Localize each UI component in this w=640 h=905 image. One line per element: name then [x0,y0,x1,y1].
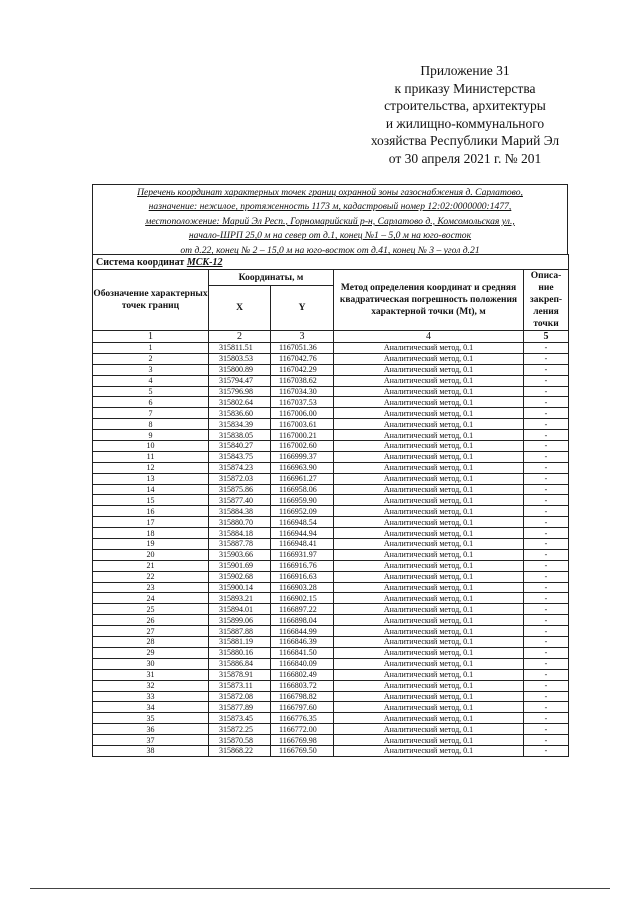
description-cell: - [524,549,569,560]
point-number-cell: 23 [93,582,209,593]
method-cell: Аналитический метод, 0.1 [334,724,524,735]
table-row [93,637,569,648]
y-coordinate-cell: 1166802.49 [271,669,334,680]
x-coordinate-cell: 315894.01 [209,604,271,615]
x-coordinate-cell: 315794.47 [209,375,271,386]
table-row [93,517,569,528]
description-cell: - [524,451,569,462]
method-cell: Аналитический метод, 0.1 [334,604,524,615]
x-coordinate-cell: 315843.75 [209,451,271,462]
y-coordinate-cell: 1167002.60 [271,441,334,452]
table-row [93,451,569,462]
description-cell: - [524,658,569,669]
description-line: местоположение: Марий Эл Респ., Горномарийский р-н, Сарлатово д., Комсомольская ул., [145,215,515,227]
x-coordinate-cell: 315880.70 [209,517,271,528]
table-row [93,343,569,354]
point-number-cell: 35 [93,713,209,724]
x-coordinate-cell: 315875.86 [209,484,271,495]
header-point: Обозначение характерных точек границ [93,270,209,331]
y-coordinate-cell: 1167034.30 [271,386,334,397]
method-cell: Аналитический метод, 0.1 [334,626,524,637]
y-coordinate-cell: 1166963.90 [271,462,334,473]
y-coordinate-cell: 1166916.63 [271,571,334,582]
table-row [93,539,569,550]
method-cell: Аналитический метод, 0.1 [334,430,524,441]
x-coordinate-cell: 315811.51 [209,343,271,354]
description-cell: - [524,397,569,408]
method-cell: Аналитический метод, 0.1 [334,441,524,452]
point-number-cell: 14 [93,484,209,495]
table-row [93,386,569,397]
method-cell: Аналитический метод, 0.1 [334,528,524,539]
description-cell: - [524,691,569,702]
description-cell: - [524,593,569,604]
y-coordinate-cell: 1166961.27 [271,473,334,484]
x-coordinate-cell: 315838.05 [209,430,271,441]
coordinates-table [92,254,569,757]
col-number: 2 [209,331,271,343]
point-number-cell: 33 [93,691,209,702]
col-number: 4 [334,331,524,343]
method-cell: Аналитический метод, 0.1 [334,571,524,582]
method-cell: Аналитический метод, 0.1 [334,702,524,713]
table-row [93,506,569,517]
y-coordinate-cell: 1166902.15 [271,593,334,604]
method-cell: Аналитический метод, 0.1 [334,549,524,560]
y-coordinate-cell: 1166772.00 [271,724,334,735]
point-number-cell: 32 [93,680,209,691]
description-line: от д.22, конец № 2 – 15,0 м на юго-восток от д.41, конец № 3 – угол д.21 [180,244,480,256]
x-coordinate-cell: 315900.14 [209,582,271,593]
x-coordinate-cell: 315887.88 [209,626,271,637]
header-line: и жилищно-коммунального [385,115,545,131]
col-number: 5 [524,331,569,343]
y-coordinate-cell: 1166948.41 [271,539,334,550]
y-coordinate-cell: 1166931.97 [271,549,334,560]
point-number-cell: 6 [93,397,209,408]
point-number-cell: 2 [93,353,209,364]
table-row [93,724,569,735]
method-cell: Аналитический метод, 0.1 [334,451,524,462]
y-coordinate-cell: 1167051.36 [271,343,334,354]
point-number-cell: 31 [93,669,209,680]
header-method: Метод определения координат и средняя квадратическая погрешность положения характерной точки (Mt), м [334,270,524,331]
description-cell: - [524,462,569,473]
header-line: строительства, архитектуры [384,98,546,113]
method-cell: Аналитический метод, 0.1 [334,386,524,397]
method-cell: Аналитический метод, 0.1 [334,713,524,724]
point-number-cell: 22 [93,571,209,582]
description-cell: - [524,539,569,550]
header-coords: Координаты, м [209,270,334,286]
table-row [93,713,569,724]
table-row [93,735,569,746]
x-coordinate-cell: 315800.89 [209,364,271,375]
method-cell: Аналитический метод, 0.1 [334,408,524,419]
description-cell: - [524,560,569,571]
header-line: к приказу Министерства [394,80,536,96]
x-coordinate-cell: 315870.58 [209,735,271,746]
point-number-cell: 10 [93,441,209,452]
x-coordinate-cell: 315873.11 [209,680,271,691]
description-cell: - [524,364,569,375]
x-coordinate-cell: 315868.22 [209,745,271,756]
method-cell: Аналитический метод, 0.1 [334,375,524,386]
table-row [93,462,569,473]
y-coordinate-cell: 1166798.82 [271,691,334,702]
description-cell: - [524,419,569,430]
method-cell: Аналитический метод, 0.1 [334,517,524,528]
y-coordinate-cell: 1166846.39 [271,637,334,648]
x-coordinate-cell: 315884.18 [209,528,271,539]
y-coordinate-cell: 1166797.60 [271,702,334,713]
table-row [93,745,569,756]
y-coordinate-cell: 1167038.62 [271,375,334,386]
description-cell: - [524,528,569,539]
point-number-cell: 18 [93,528,209,539]
x-coordinate-cell: 315873.45 [209,713,271,724]
table-row [93,353,569,364]
method-cell: Аналитический метод, 0.1 [334,691,524,702]
description-cell: - [524,669,569,680]
y-coordinate-cell: 1167006.00 [271,408,334,419]
point-number-cell: 9 [93,430,209,441]
table-row [93,593,569,604]
description-cell: - [524,604,569,615]
description-cell: - [524,702,569,713]
table-row [93,397,569,408]
description-cell: - [524,473,569,484]
point-number-cell: 11 [93,451,209,462]
description-cell: - [524,506,569,517]
y-coordinate-cell: 1166841.50 [271,647,334,658]
method-cell: Аналитический метод, 0.1 [334,658,524,669]
point-number-cell: 13 [93,473,209,484]
y-coordinate-cell: 1166769.98 [271,735,334,746]
y-coordinate-cell: 1166959.90 [271,495,334,506]
appendix-header [360,62,570,167]
description-cell: - [524,680,569,691]
method-cell: Аналитический метод, 0.1 [334,582,524,593]
point-number-cell: 17 [93,517,209,528]
x-coordinate-cell: 315887.78 [209,539,271,550]
table-row [93,528,569,539]
y-coordinate-cell: 1166897.22 [271,604,334,615]
method-cell: Аналитический метод, 0.1 [334,484,524,495]
y-coordinate-cell: 1167042.29 [271,364,334,375]
table-row [93,658,569,669]
col-number: 1 [93,331,209,343]
method-cell: Аналитический метод, 0.1 [334,462,524,473]
coordinate-system-label: Система координат [96,256,185,268]
method-cell: Аналитический метод, 0.1 [334,343,524,354]
description-cell: - [524,375,569,386]
x-coordinate-cell: 315884.38 [209,506,271,517]
point-number-cell: 29 [93,647,209,658]
x-coordinate-cell: 315872.08 [209,691,271,702]
description-cell: - [524,582,569,593]
table-row [93,626,569,637]
x-coordinate-cell: 315903.66 [209,549,271,560]
y-coordinate-cell: 1166916.76 [271,560,334,571]
point-number-cell: 37 [93,735,209,746]
x-coordinate-cell: 315902.68 [209,571,271,582]
y-coordinate-cell: 1166898.04 [271,615,334,626]
table-row [93,691,569,702]
method-cell: Аналитический метод, 0.1 [334,353,524,364]
description-cell: - [524,430,569,441]
x-coordinate-cell: 315834.39 [209,419,271,430]
x-coordinate-cell: 315901.69 [209,560,271,571]
description-cell: - [524,517,569,528]
description-cell: - [524,615,569,626]
method-cell: Аналитический метод, 0.1 [334,680,524,691]
table-row [93,441,569,452]
coordinate-system-value: МСК-12 [186,256,223,268]
x-coordinate-cell: 315886.84 [209,658,271,669]
header-line: хозяйства Республики Марий Эл [370,133,560,148]
x-coordinate-cell: 315899.06 [209,615,271,626]
table-row [93,549,569,560]
description-cell: - [524,647,569,658]
y-coordinate-cell: 1166944.94 [271,528,334,539]
x-coordinate-cell: 315803.53 [209,353,271,364]
point-number-cell: 24 [93,593,209,604]
header-descr: Описа-ние закреп-ления точки [524,270,569,331]
coordinate-system [93,255,569,270]
description-line: начало-ШРП 25,0 м на север от д.1, конец №1 – 5,0 м на юго-восток [188,230,472,242]
table-row [93,495,569,506]
y-coordinate-cell: 1166769.50 [271,745,334,756]
description-cell: - [524,724,569,735]
point-number-cell: 20 [93,549,209,560]
point-number-cell: 34 [93,702,209,713]
point-number-cell: 3 [93,364,209,375]
table-row [93,582,569,593]
x-coordinate-cell: 315877.40 [209,495,271,506]
method-cell: Аналитический метод, 0.1 [334,539,524,550]
y-coordinate-cell: 1166903.28 [271,582,334,593]
method-cell: Аналитический метод, 0.1 [334,473,524,484]
y-coordinate-cell: 1166999.37 [271,451,334,462]
header-line: от 30 апреля 2021 г. № 201 [388,150,542,166]
method-cell: Аналитический метод, 0.1 [334,745,524,756]
y-coordinate-cell: 1166776.35 [271,713,334,724]
y-coordinate-cell: 1166948.54 [271,517,334,528]
method-cell: Аналитический метод, 0.1 [334,419,524,430]
table-row [93,669,569,680]
table-row [93,615,569,626]
point-number-cell: 25 [93,604,209,615]
table-row [93,375,569,386]
description-cell: - [524,637,569,648]
table-row [93,473,569,484]
method-cell: Аналитический метод, 0.1 [334,560,524,571]
point-number-cell: 21 [93,560,209,571]
point-number-cell: 19 [93,539,209,550]
description-cell: - [524,571,569,582]
table-row [93,560,569,571]
point-number-cell: 28 [93,637,209,648]
y-coordinate-cell: 1166840.09 [271,658,334,669]
point-number-cell: 8 [93,419,209,430]
x-coordinate-cell: 315877.89 [209,702,271,713]
point-number-cell: 15 [93,495,209,506]
method-cell: Аналитический метод, 0.1 [334,615,524,626]
y-coordinate-cell: 1167003.61 [271,419,334,430]
point-number-cell: 7 [93,408,209,419]
point-number-cell: 36 [93,724,209,735]
table-row [93,484,569,495]
header-x: X [209,286,271,331]
x-coordinate-cell: 315802.64 [209,397,271,408]
point-number-cell: 12 [93,462,209,473]
x-coordinate-cell: 315872.25 [209,724,271,735]
x-coordinate-cell: 315878.91 [209,669,271,680]
point-number-cell: 1 [93,343,209,354]
method-cell: Аналитический метод, 0.1 [334,593,524,604]
x-coordinate-cell: 315874.23 [209,462,271,473]
point-number-cell: 16 [93,506,209,517]
point-number-cell: 38 [93,745,209,756]
header-y: Y [271,286,334,331]
description-cell: - [524,441,569,452]
method-cell: Аналитический метод, 0.1 [334,364,524,375]
y-coordinate-cell: 1167000.21 [271,430,334,441]
col-number: 3 [271,331,334,343]
table-row [93,647,569,658]
x-coordinate-cell: 315840.27 [209,441,271,452]
table-row [93,430,569,441]
description-line: назначение: нежилое, протяженность 1173 м, кадастровый номер 12:02:0000000:1477, [148,201,512,213]
y-coordinate-cell: 1167037.53 [271,397,334,408]
table-row [93,419,569,430]
y-coordinate-cell: 1166803.72 [271,680,334,691]
description-line: Перечень координат характерных точек границ охранной зоны газоснабжения д. Сарлатово, [137,187,523,198]
x-coordinate-cell: 315880.16 [209,647,271,658]
description-cell: - [524,343,569,354]
description-cell: - [524,713,569,724]
x-coordinate-cell: 315836.60 [209,408,271,419]
object-description [92,184,568,254]
table-row [93,604,569,615]
method-cell: Аналитический метод, 0.1 [334,506,524,517]
point-number-cell: 30 [93,658,209,669]
point-number-cell: 4 [93,375,209,386]
y-coordinate-cell: 1166952.09 [271,506,334,517]
point-number-cell: 5 [93,386,209,397]
point-number-cell: 27 [93,626,209,637]
table-row [93,571,569,582]
description-cell: - [524,408,569,419]
table-row [93,364,569,375]
description-cell: - [524,495,569,506]
x-coordinate-cell: 315881.19 [209,637,271,648]
table-row [93,408,569,419]
method-cell: Аналитический метод, 0.1 [334,397,524,408]
table-row [93,702,569,713]
description-cell: - [524,386,569,397]
table-row [93,680,569,691]
y-coordinate-cell: 1166844.99 [271,626,334,637]
header-line: Приложение 31 [420,63,510,78]
method-cell: Аналитический метод, 0.1 [334,735,524,746]
method-cell: Аналитический метод, 0.1 [334,669,524,680]
x-coordinate-cell: 315872.03 [209,473,271,484]
point-number-cell: 26 [93,615,209,626]
description-cell: - [524,484,569,495]
y-coordinate-cell: 1166958.06 [271,484,334,495]
x-coordinate-cell: 315796.98 [209,386,271,397]
description-cell: - [524,735,569,746]
method-cell: Аналитический метод, 0.1 [334,495,524,506]
method-cell: Аналитический метод, 0.1 [334,637,524,648]
description-cell: - [524,353,569,364]
y-coordinate-cell: 1167042.76 [271,353,334,364]
method-cell: Аналитический метод, 0.1 [334,647,524,658]
description-cell: - [524,745,569,756]
page-footer-line [30,888,610,889]
description-cell: - [524,626,569,637]
x-coordinate-cell: 315893.21 [209,593,271,604]
